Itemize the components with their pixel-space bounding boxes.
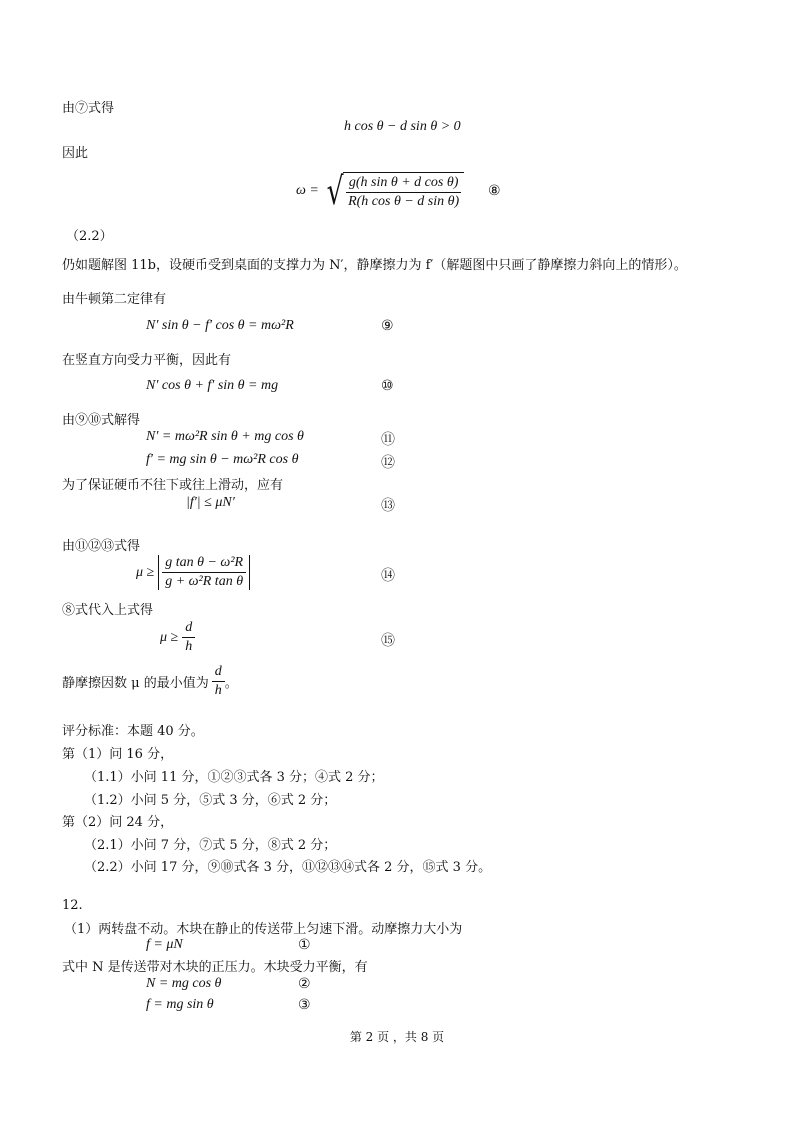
text-span: 静摩擦因数 μ 的最小值为 <box>62 676 209 692</box>
equation: N′ sin θ − f′ cos θ = mω²R <box>146 318 294 333</box>
equation-number: ⑮ <box>381 633 395 649</box>
equation: N = mg cos θ <box>146 976 222 991</box>
equation-number: ⑪ <box>381 432 395 448</box>
absolute-value <box>158 555 250 590</box>
equation-number: ⑧ <box>488 183 501 199</box>
equation-lhs: ω = <box>296 183 319 199</box>
text-line: 由⑦式得 <box>62 101 115 116</box>
scoring-line: （1.2）小问 5 分，⑤式 3 分，⑥式 2 分； <box>84 793 337 808</box>
sqrt-symbol <box>323 169 464 213</box>
equation: |f′| ≤ μN′ <box>186 495 235 510</box>
fraction-numerator: g tan θ − ω²R <box>162 555 246 573</box>
text-line: 由⑨⑩式解得 <box>62 413 141 428</box>
equation-14 <box>136 555 250 590</box>
fraction-numerator: d <box>182 620 195 638</box>
scoring-line: （2.2）小问 17 分，⑨⑩式各 3 分，⑪⑫⑬⑭式各 2 分，⑮式 3 分。 <box>84 860 492 875</box>
text-line: 因此 <box>62 146 89 161</box>
equation-number: ⑫ <box>381 455 395 471</box>
equation-omega <box>296 169 464 213</box>
fraction-denominator: h <box>185 639 193 655</box>
fraction-denominator: g + ω²R tan θ <box>165 574 244 590</box>
equation-number: ⑭ <box>381 568 395 584</box>
page-footer: 第 2 页 ，共 8 页 <box>349 1030 445 1044</box>
text-line: （2.2） <box>66 229 113 244</box>
equation-lhs: μ ≥ <box>160 629 179 645</box>
scoring-line: （2.1）小问 7 分，⑦式 5 分，⑧式 2 分； <box>84 838 337 853</box>
equation-number: ① <box>298 937 311 953</box>
scoring-line: 第（2）问 24 分， <box>62 815 174 830</box>
equation-number: ② <box>298 976 311 992</box>
equation-lhs: μ ≥ <box>136 564 155 580</box>
text-line: 仍如题解图 11b，设硬币受到桌面的支撑力为 N′，静摩擦力为 f′（解题图中只画了静摩擦力斜向上的情形）。 <box>62 258 687 273</box>
text-line-min-mu <box>62 664 238 699</box>
equation-number: ③ <box>298 997 311 1013</box>
radical-icon: √ <box>326 169 344 213</box>
equation: N′ cos θ + f′ sin θ = mg <box>146 378 279 393</box>
equation: f′ = mg sin θ − mω²R cos θ <box>146 452 299 467</box>
equation: f = μN <box>146 937 183 952</box>
scoring-line: 第（1）问 16 分， <box>62 747 174 762</box>
fraction-denominator: R(h cos θ − d sin θ) <box>348 194 460 210</box>
problem-number: 12. <box>62 898 83 913</box>
equation: N′ = mω²R sin θ + mg cos θ <box>146 429 304 444</box>
equation: h cos θ − d sin θ > 0 <box>344 119 461 134</box>
text-line: 由⑪⑫⑬式得 <box>62 539 141 554</box>
fraction-numerator: d <box>212 664 225 682</box>
text-span: 。 <box>224 676 238 692</box>
equation-number: ⑨ <box>381 318 394 334</box>
equation-number: ⑬ <box>381 498 395 514</box>
text-line: ⑧式代入上式得 <box>62 603 154 618</box>
equation-15 <box>160 620 195 655</box>
text-line: 在竖直方向受力平衡，因此有 <box>62 353 232 368</box>
fraction-denominator: h <box>214 683 222 699</box>
equation: f = mg sin θ <box>146 997 214 1012</box>
text-line: （1）两转盘不动。木块在静止的传送带上匀速下滑。动摩擦力大小为 <box>64 922 463 937</box>
text-line: 由牛顿第二定律有 <box>62 292 167 307</box>
scoring-title: 评分标准：本题 40 分。 <box>62 724 204 739</box>
fraction-numerator: g(h sin θ + d cos θ) <box>346 175 462 193</box>
text-line: 式中 N 是传送带对木块的正压力。木块受力平衡，有 <box>62 960 368 975</box>
scoring-line: （1.1）小问 11 分，①②③式各 3 分；④式 2 分； <box>84 770 384 785</box>
equation-number: ⑩ <box>381 378 394 394</box>
text-line: 为了保证硬币不往下或往上滑动，应有 <box>62 478 284 493</box>
